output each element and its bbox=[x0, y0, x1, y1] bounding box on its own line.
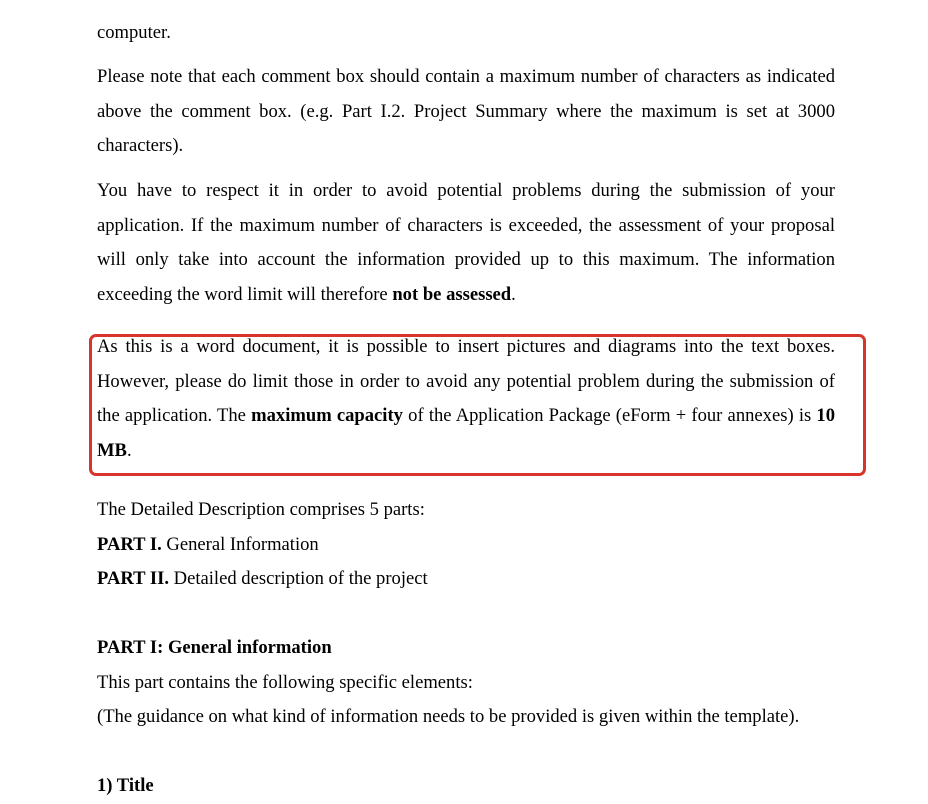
list-item-part2 bbox=[97, 562, 835, 597]
text-computer: computer. bbox=[97, 22, 171, 43]
list-item-part1 bbox=[97, 528, 835, 563]
text-10mb: 10 MB bbox=[97, 405, 836, 462]
text-part1: General Information bbox=[161, 534, 319, 555]
text-word-a: As this is a word document, it is possible to insert pictures and diagrams into the text boxes. However, please do limit those in order to avoid any potential problem during the submission of the application. The bbox=[97, 336, 835, 427]
text-note: Please note that each comment box should contain a maximum number of characters as indicated above the comment box. (e.g. Part I.2. Project Summary where the maximum is set at 3000 characters). bbox=[97, 66, 835, 157]
text-comprises: The Detailed Description comprises 5 parts: bbox=[97, 499, 425, 520]
label-part2: PART II. bbox=[97, 568, 170, 589]
heading-part1 bbox=[97, 631, 835, 666]
heading-part1-text: PART I: General information bbox=[97, 637, 332, 658]
paragraph-respect bbox=[97, 174, 835, 313]
text-maximum-capacity: maximum capacity bbox=[251, 405, 403, 427]
paragraph-computer bbox=[97, 16, 835, 51]
text-contains: This part contains the following specific elements: bbox=[97, 672, 473, 693]
heading-title-partial bbox=[97, 769, 835, 804]
highlight-box bbox=[89, 334, 866, 476]
text-guidance: (The guidance on what kind of information needs to be provided is given within the template). bbox=[97, 706, 800, 727]
paragraph-note bbox=[97, 60, 835, 164]
paragraph-guidance bbox=[97, 700, 835, 735]
text-word-end: . bbox=[126, 440, 132, 462]
text-not-assessed: not be assessed bbox=[392, 284, 512, 306]
text-respect-end: . bbox=[511, 284, 516, 306]
text-part2: Detailed description of the project bbox=[169, 568, 428, 589]
heading-title-text: 1) Title bbox=[97, 775, 154, 796]
label-part1: PART I. bbox=[97, 534, 162, 555]
paragraph-comprises bbox=[97, 493, 835, 528]
text-respect-a: You have to respect it in order to avoid potential problems during the submission of your application. If the maximum number of characters is exceeded, the assessment of your proposal will only take into account the information provided up to this maximum. The information exceeding the word limit will therefore bbox=[97, 180, 835, 306]
paragraph-contains bbox=[97, 666, 835, 701]
text-word-b: of the Application Package (eForm + four annexes) is bbox=[402, 405, 817, 427]
